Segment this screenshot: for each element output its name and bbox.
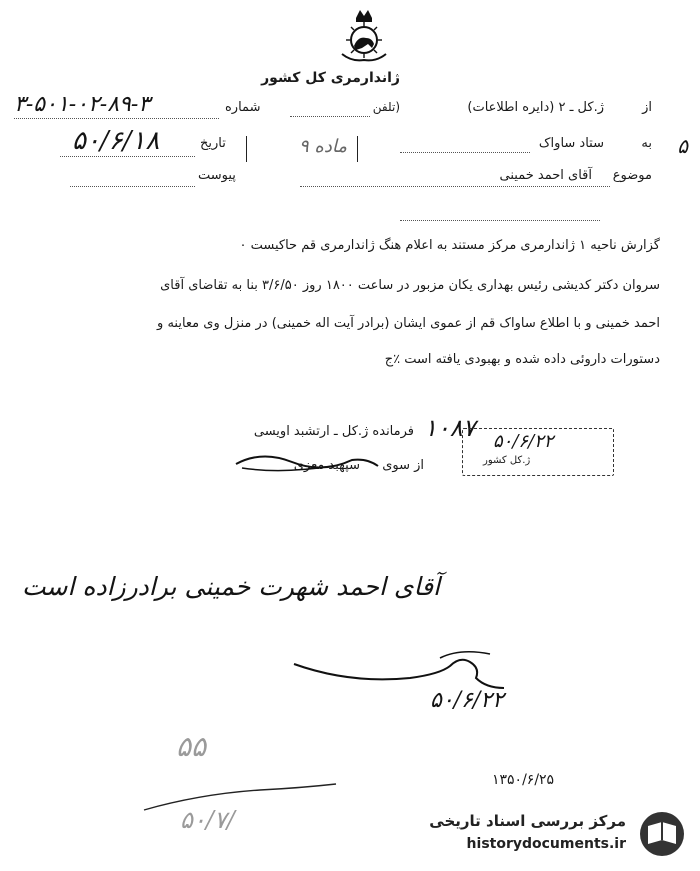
body-line-3: احمد خمینی و با اطلاع ساواک قم از عموی ایشان (برادر آیت اله خمینی) در منزل وی معاینه و — [157, 316, 660, 331]
body-line-1: گزارش ناحیه ۱ ژاندارمری مرکز مستند به اعلام هنگ ژاندارمری قم حاکیست ۰ — [239, 238, 660, 253]
classification-value: ماده ۹ — [299, 136, 347, 157]
phone-dots — [290, 116, 370, 117]
annotation-date: ۵۰/۶/۲۲ — [430, 688, 504, 713]
classification-box — [246, 136, 358, 162]
subject-dots-2 — [400, 220, 600, 221]
attachment-label: پیوست — [198, 168, 236, 183]
watermark-logo-icon — [636, 810, 688, 858]
phone-label: (تلفن — [372, 100, 400, 114]
handwritten-annotation: آقای احمد شهرت خمینی برادرزاده است — [21, 572, 440, 601]
footer-date-stamp: ۱۳۵۰/۶/۲۵ — [492, 772, 555, 788]
subject-label: موضوع — [612, 168, 652, 183]
from-value: ژ.کل ـ ۲ (دایره اطلاعات) — [467, 100, 604, 115]
received-stamp — [462, 428, 614, 476]
body-line-2: سروان دکتر کدیشی رئیس بهداری یکان مزبور در ساعت ۱۸۰۰ روز ۳/۶/۵۰ بنا به تقاضای آقای — [160, 278, 660, 293]
date-value: ۵۰/۶/۱۸ — [72, 126, 160, 156]
signature-number: ۱۰۸۷ — [424, 414, 476, 442]
attachment-dots — [70, 186, 195, 187]
from-on-behalf-label: از سوی — [382, 458, 424, 473]
from-label: از — [642, 100, 652, 115]
signatory-title: فرمانده ژ.کل ـ ارتشبد اویسی — [253, 424, 414, 439]
subject-value: آقای احمد خمینی — [499, 168, 592, 183]
date-label: تاریخ — [200, 136, 226, 151]
signature-scribble — [232, 446, 382, 476]
to-label: به — [641, 136, 652, 151]
number-dots — [14, 118, 219, 119]
watermark — [410, 806, 692, 862]
left-bottom-note: ۵۰/۷/ — [180, 806, 235, 834]
to-dots — [400, 152, 530, 153]
number-value: ۳-۵۰۱-۰۲-۸۹-۳ — [14, 92, 151, 117]
watermark-line-1: مرکز بررسی اسناد تاریخی — [429, 812, 626, 830]
left-margin-note: ۵۵ — [176, 730, 207, 763]
from-on-behalf-name: سپهبد معزی — [293, 458, 360, 473]
org-title: ژاندارمری کل کشور — [261, 70, 400, 86]
margin-stroke — [140, 780, 340, 820]
margin-mark: ۵ — [677, 134, 688, 158]
watermark-line-2: historydocuments.ir — [466, 836, 626, 852]
stamp-sub: ژ.کل کشور — [483, 455, 531, 466]
subject-dots — [300, 186, 610, 187]
to-value: ستاد ساواک — [538, 136, 604, 151]
number-label: شماره — [225, 100, 261, 115]
body-line-4: دستورات داروئی داده شده و بهبودی یافته است ٪ج — [384, 352, 660, 367]
date-dots — [60, 156, 195, 157]
stamp-date: ۵۰/۶/۲۲ — [493, 431, 554, 452]
lion-and-sun-emblem — [336, 8, 392, 66]
